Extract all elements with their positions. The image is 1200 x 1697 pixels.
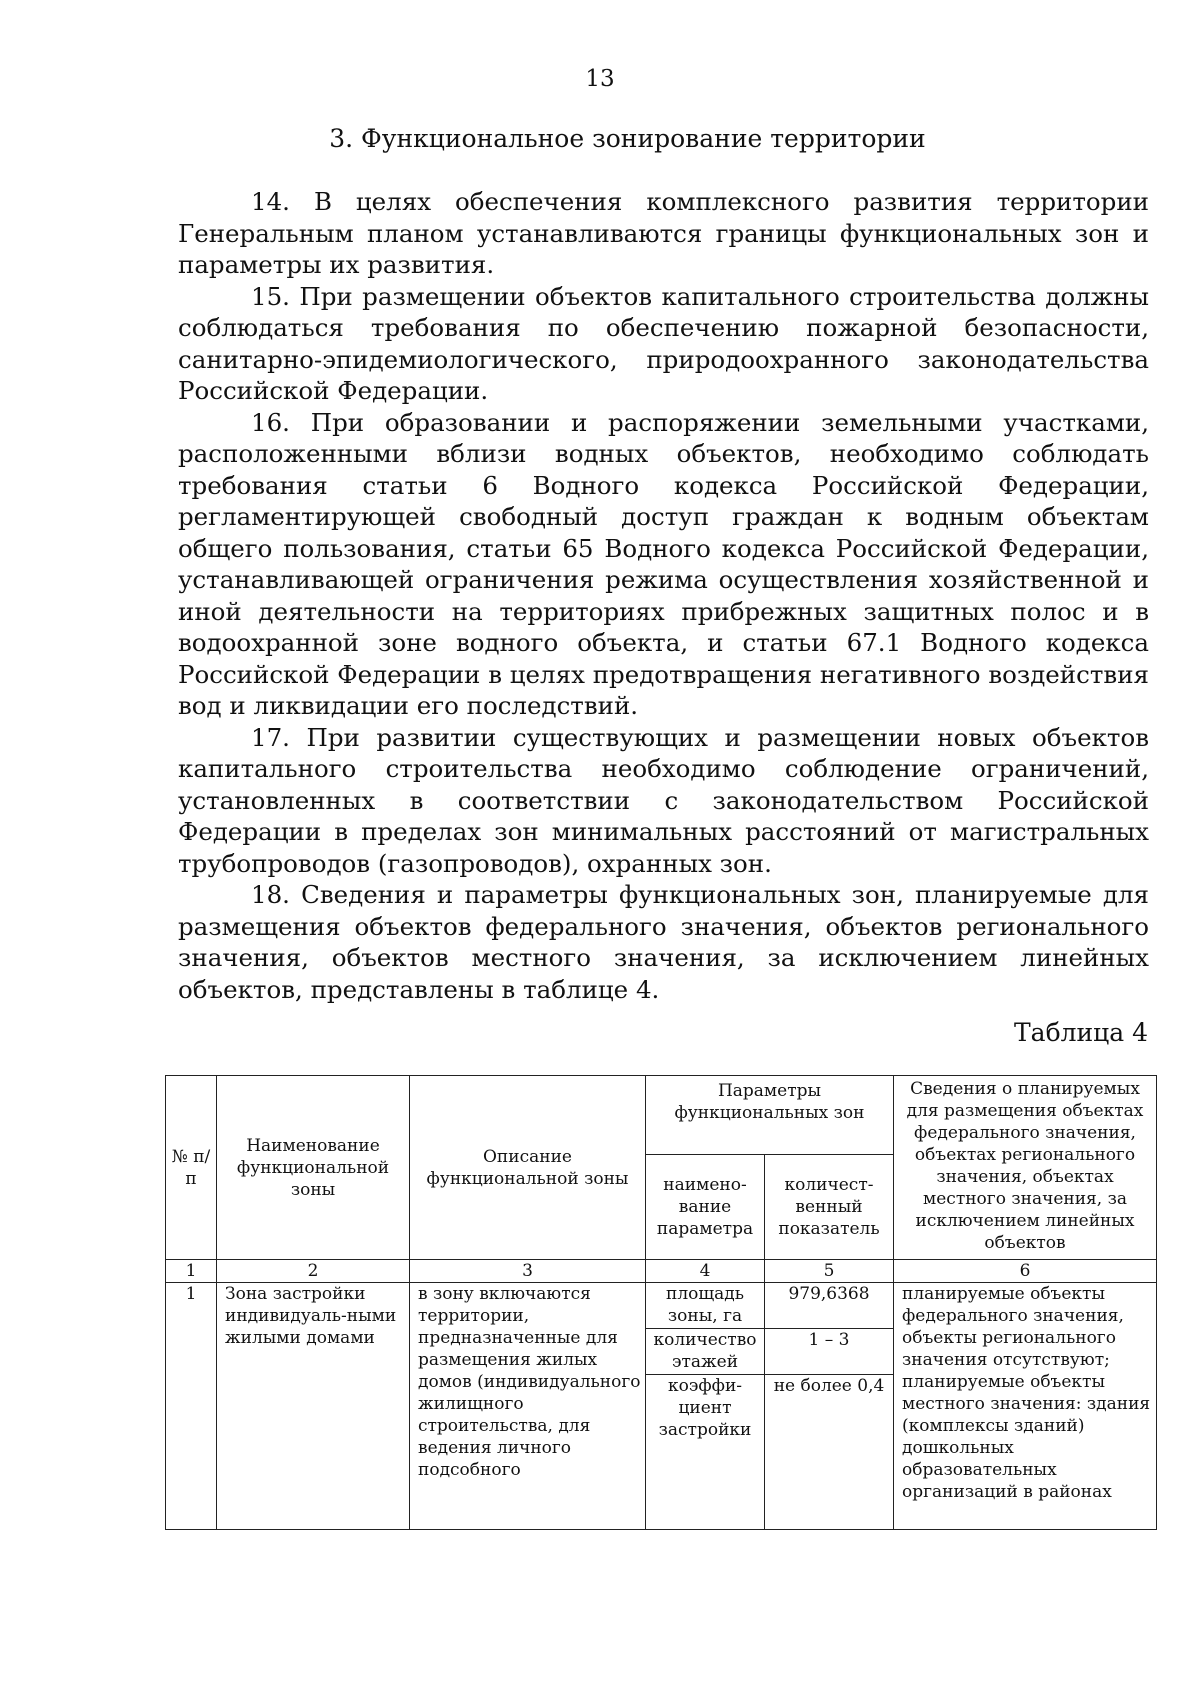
row-num: 1	[166, 1283, 217, 1530]
param-value-floors: 1 – 3	[765, 1329, 894, 1375]
paragraph-14: 14. В целях обеспечения комплексного развития территории Генеральным планом устанавливаются границы функциональных зон и параметры их развития.	[178, 187, 1149, 279]
table-row	[166, 1283, 1157, 1329]
page-number: 13	[585, 66, 615, 92]
param-name-area: площадь зоны, га	[646, 1283, 765, 1329]
row-planned-objects-info: планируемые объекты федерального значения, объекты регионального значения отсутствуют; планируемые объекты местного значения: здания (комплексы зданий) дошкольных образовательных организаций в районах	[894, 1283, 1157, 1530]
param-name-floors: количество этажей	[646, 1329, 765, 1375]
param-value-coverage: не более 0,4	[765, 1375, 894, 1530]
column-number: 3	[410, 1260, 646, 1283]
param-name-coverage: коэффи-циент застройки	[646, 1375, 765, 1530]
header-param-name: наимено-вание параметра	[646, 1155, 765, 1260]
column-number: 4	[646, 1260, 765, 1283]
column-numbers-row	[166, 1260, 1157, 1283]
paragraph-17: 17. При развитии существующих и размещении новых объектов капитального строительства необходимо соблюдение ограничений, установленных в соответствии с законодательством Российской Федерации в пределах зон минимальных расстояний от магистральных трубопроводов (газопроводов), охранных зон.	[178, 722, 1149, 878]
header-zone-description: Описание функциональной зоны	[410, 1076, 646, 1260]
header-zone-name: Наименование функциональной зоны	[217, 1076, 410, 1260]
column-number: 5	[765, 1260, 894, 1283]
paragraph-16: 16. При образовании и распоряжении земельными участками, расположенными вблизи водных объектов, необходимо соблюдать требования статьи 6 Водного кодекса Российской Федерации, регламентирующей свободный доступ граждан к водным объектам общего пользования, статьи 65 Водного кодекса Российской Федерации, устанавливающей ограничения режима осуществления хозяйственной и иной деятельности на территориях прибрежных защитных полос и в водоохранной зоне водного объекта, и статьи 67.1 Водного кодекса Российской Федерации в целях предотвращения негативного воздействия вод и ликвидации его последствий.	[178, 407, 1149, 720]
column-number: 2	[217, 1260, 410, 1283]
header-planned-objects-info: Сведения о планируемых для размещения объектах федерального значения, объектах регионального значения, объектах местного значения, за исключением линейных объектов	[894, 1076, 1157, 1260]
param-value-area: 979,6368	[765, 1283, 894, 1329]
functional-zones-table	[165, 1075, 1157, 1530]
column-number: 6	[894, 1260, 1157, 1283]
row-zone-description: в зону включаются территории, предназначенные для размещения жилых домов (индивидуального жилищного строительства, для ведения личного подсобного	[410, 1283, 646, 1530]
section-title: 3. Функциональное зонирование территории	[329, 124, 926, 153]
header-num: № п/п	[166, 1076, 217, 1260]
header-param-value: количест-венный показатель	[765, 1155, 894, 1260]
table-caption: Таблица 4	[1013, 1018, 1148, 1047]
row-zone-name: Зона застройки индивидуаль-ными жилыми домами	[217, 1283, 410, 1530]
body-text	[178, 186, 1149, 1005]
paragraph-15: 15. При размещении объектов капитального строительства должны соблюдаться требования по обеспечению пожарной безопасности, санитарно-эпидемиологического, природоохранного законодательства Российской Федерации.	[178, 281, 1149, 405]
column-number: 1	[166, 1260, 217, 1283]
paragraph-18: 18. Сведения и параметры функциональных зон, планируемые для размещения объектов федерального значения, объектов регионального значения, объектов местного значения, за исключением линейных объектов, представлены в таблице 4.	[178, 880, 1149, 1004]
header-params-group: Параметры функциональных зон	[646, 1076, 894, 1155]
